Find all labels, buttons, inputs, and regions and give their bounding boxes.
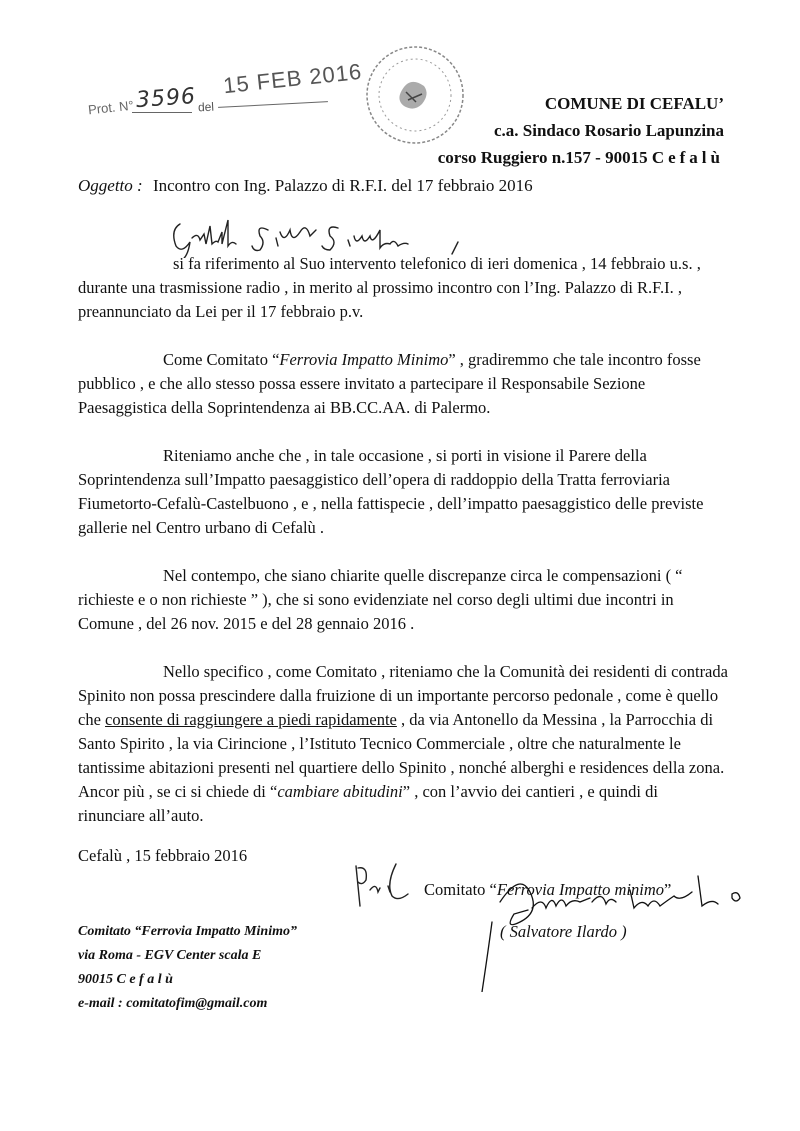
sender-city: 90015 C e f a l ù xyxy=(78,972,173,987)
paragraph-5-a: Nello specifico , come Comitato , riteniamo che la Comunità dei residenti di contrada Spinito non possa prescindere dalla fruizione di un importante percorso pedonale , come è quello che xyxy=(78,662,728,729)
paragraph-3: Riteniamo anche che , in tale occasione , si porti in visione il Parere della Soprintendenza sull’Impatto paesaggistico dell’opera di raddoppio della Tratta ferroviaria Fiumetorto-Cefalù-Castelbuono , e , nella fattispecie , dell’impatto paesaggistico delle previste gallerie nel Centro urbano di Cefalù . xyxy=(78,446,704,537)
sender-block xyxy=(78,920,297,1016)
paragraph-2 xyxy=(78,348,728,420)
sender-address: via Roma - EGV Center scala E xyxy=(78,948,262,963)
protocol-number-line xyxy=(132,112,192,113)
paragraph-5-b: , da via Antonello da Messina , la Parrocchia di Santo Spirito , la via Cirincione , l’Istituto Tecnico Commerciale , oltre che naturalmente le tantissime abitazioni presenti nel quartiere dello Spinito , nonché alberghi e residences della zona. Ancor più , se ci si chiede di “ xyxy=(78,710,725,801)
subject-text: Incontro con Ing. Palazzo di R.F.I. del 17 febbraio 2016 xyxy=(152,176,533,195)
paragraph-4: Nel contempo, che siano chiarite quelle discrepanze circa le compensazioni ( “ richieste e o non richieste ” ), che si sono evidenziate nel corso degli ultimi due incontri in Comune , del 26 nov. 2015 e del 28 gennaio 2016 . xyxy=(78,566,683,633)
protocol-date-line xyxy=(218,101,328,108)
subject-line xyxy=(78,176,533,196)
signature-committee-prefix: Comitato “ xyxy=(424,880,497,899)
paragraph-5 xyxy=(78,660,728,828)
subject-label: Oggetto : xyxy=(78,176,143,195)
paragraph-2-a: Come Comitato “ xyxy=(163,350,280,369)
paragraph-5-italic: cambiare abitudini xyxy=(277,782,403,801)
signature-name: ( Salvatore Ilardo ) xyxy=(500,922,627,941)
handwritten-salutation xyxy=(168,210,488,258)
addressee-street: corso Ruggiero n.157 - 90015 xyxy=(437,148,648,167)
place-date: Cefalù , 15 febbraio 2016 xyxy=(78,846,248,865)
signature-committee-italic: Ferrovia Impatto minimo xyxy=(496,880,664,899)
addressee-entity: COMUNE DI CEFALU’ xyxy=(544,94,724,113)
sender-name: Comitato “Ferrovia Impatto Minimo” xyxy=(78,924,297,939)
addressee-address xyxy=(438,144,724,171)
sender-email[interactable]: e-mail : comitatofim@gmail.com xyxy=(78,996,268,1011)
paragraph-5-underlined: consente di raggiungere a piedi rapidamente xyxy=(105,710,397,729)
paragraph-2-b: ” , gradiremmo che tale incontro fosse pubblico , e che allo stesso possa essere invitato a partecipare il Responsabile Sezione Paesaggistica della Soprintendenza ai BB.CC.AA. di Palermo. xyxy=(78,350,701,417)
paragraph-5-c: ” , con l’avvio dei cantieri , e quindi di rinunciare all’auto. xyxy=(78,782,658,825)
protocol-number: 3596 xyxy=(135,83,197,114)
paragraph-1: si fa riferimento al Suo intervento telefonico di ieri domenica , 14 febbraio u.s. , durante una trasmissione radio , in merito al prossimo incontro con l’Ing. Palazzo di R.F.I. , preannunciato da Lei per il 17 febbraio p.v. xyxy=(78,254,701,321)
protocol-date: 15 FEB 2016 xyxy=(222,58,364,99)
signature-committee-suffix: ” xyxy=(664,880,672,899)
addressee-attention: c.a. Sindaco Rosario Lapunzina xyxy=(493,121,724,140)
handwritten-per-il xyxy=(350,862,420,912)
addressee-block xyxy=(438,90,724,171)
protocol-prefix: Prot. N° xyxy=(87,97,135,118)
handwritten-signature xyxy=(470,862,750,992)
paragraph-2-italic: Ferrovia Impatto Minimo xyxy=(279,350,449,369)
signature-block xyxy=(350,862,750,992)
protocol-stamp xyxy=(87,58,388,126)
addressee-city: Cefalù xyxy=(651,148,724,167)
protocol-del-label: del xyxy=(197,99,215,115)
letter-body xyxy=(78,252,728,852)
